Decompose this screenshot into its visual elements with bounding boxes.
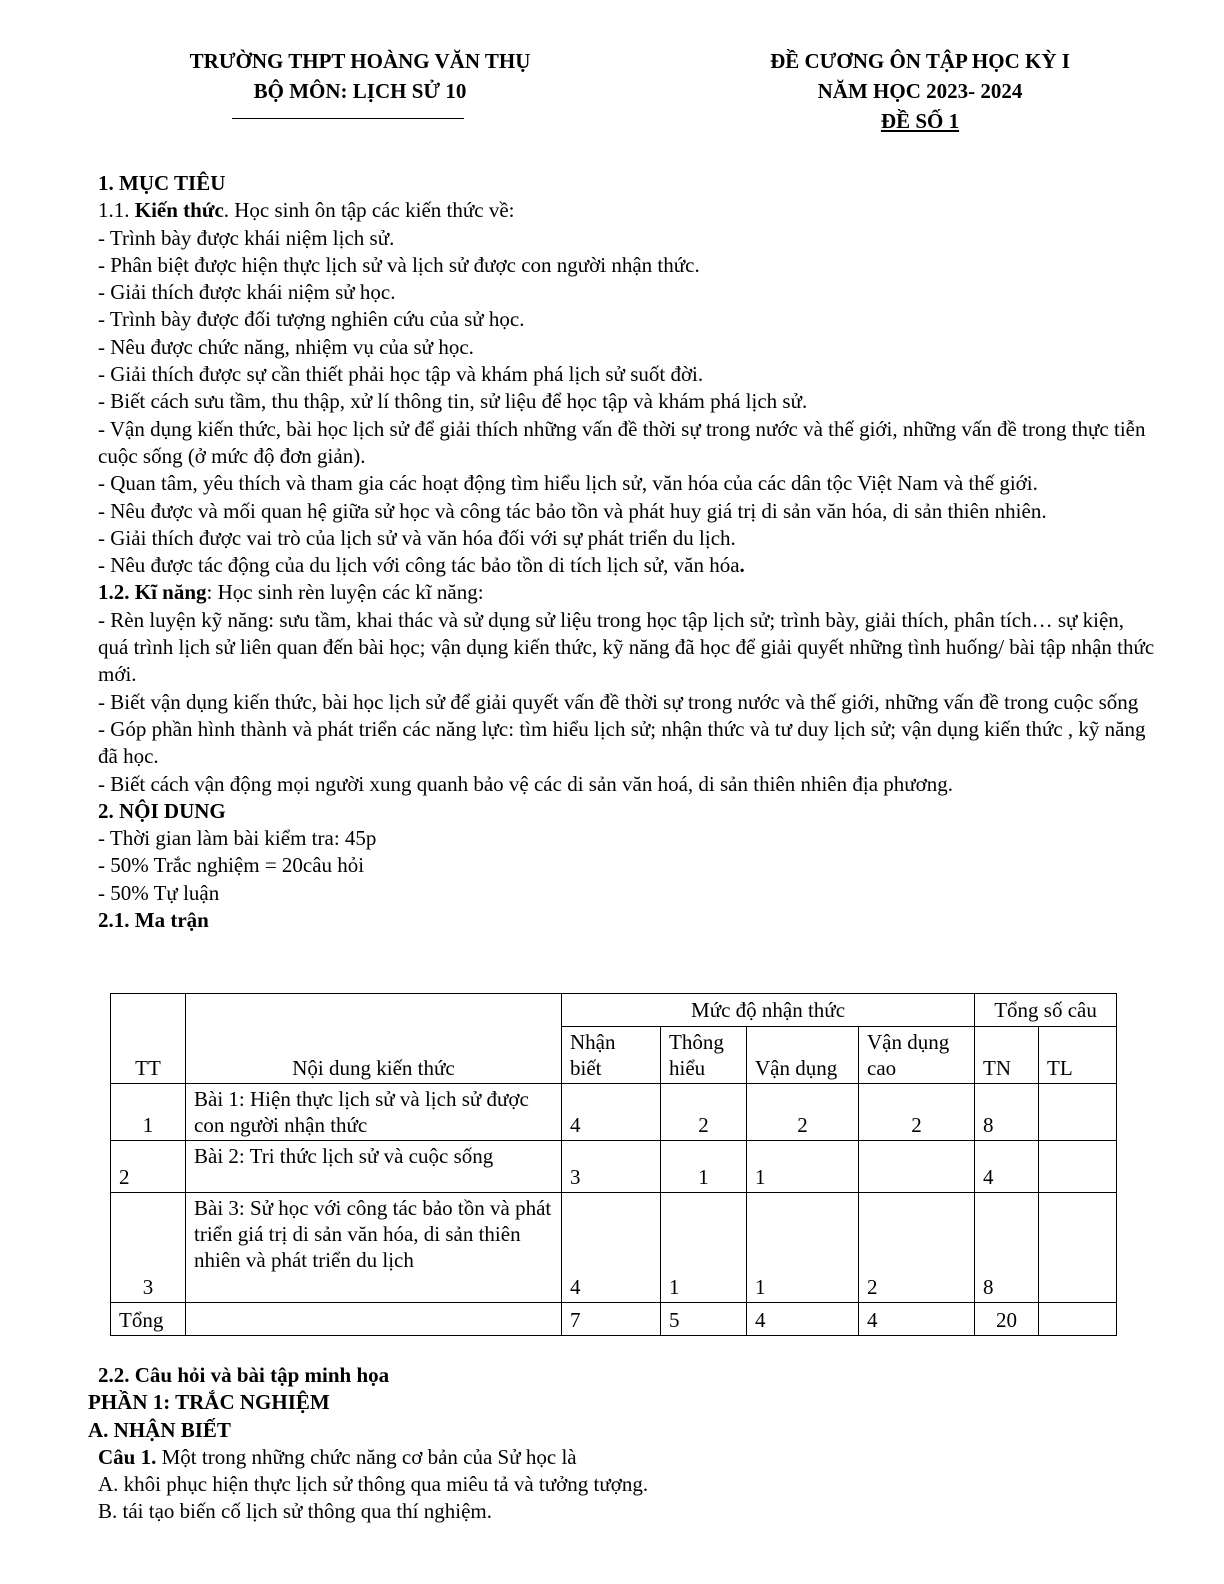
knowledge-item: - Nêu được và mối quan hệ giữa sử học và công tác bảo tồn và phát huy giá trị di sản văn hóa, di sản thiên nhiên. [98,498,1047,523]
knowledge-item-last [98,552,1158,579]
total-recognize: 7 [562,1303,661,1336]
skills-item: - Biết cách vận động mọi người xung quanh bảo vệ các di sản văn hoá, di sản thiên nhiên địa phương. [98,771,954,796]
question-1 [88,1444,1148,1471]
total-label: Tổng [111,1303,186,1336]
questions-section [88,1362,1148,1526]
skills-item: - Rèn luyện kỹ năng: sưu tầm, khai thác và sử dụng sử liệu trong học tập lịch sử; trình bày, giải thích, phân tích… sự kiện, quá trình lịch sử liên quan đến bài học; vận dụng kiến thức, kỹ năng đã học để giải quyết những tình huống/ bài tập nhận thức mới. [98,607,1155,687]
row-content: Bài 1: Hiện thực lịch sử và lịch sử được con người nhận thức [186,1084,562,1141]
row-tl [1039,1084,1117,1141]
total-apply-high: 4 [859,1303,975,1336]
row-understand: 1 [661,1141,747,1193]
question-1-option-b: B. tái tạo biến cố lịch sử thông qua thí nghiệm. [98,1499,492,1524]
question-1-option-a: A. khôi phục hiện thực lịch sử thông qua miêu tả và tưởng tượng. [98,1472,649,1497]
row-apply: 1 [747,1141,859,1193]
header-level-apply-high: Vận dụng cao [859,1027,975,1084]
row-content: Bài 2: Tri thức lịch sử và cuộc sống [186,1141,562,1193]
question-1-label: Câu 1. [98,1444,157,1469]
knowledge-last-text: - Nêu được tác động của du lịch với công tác bảo tồn di tích lịch sử, văn hóa [98,553,740,578]
skills-item: - Biết vận dụng kiến thức, bài học lịch sử để giải quyết vấn đề thời sự trong nước và thế giới, những vấn đề trong cuộc sống [98,689,1139,714]
header-tl: TL [1039,1027,1117,1084]
table-row [111,1084,1117,1141]
skills-heading [98,579,1158,606]
knowledge-item: - Trình bày được đối tượng nghiên cứu của sử học. [98,307,525,332]
header-right [720,46,1120,136]
content-item: - Thời gian làm bài kiểm tra: 45p [98,826,377,851]
row-apply-high: 2 [859,1084,975,1141]
knowledge-item: - Quan tâm, yêu thích và tham gia các hoạt động tìm hiểu lịch sử, văn hóa của các dân tộc Việt Nam và thế giới. [98,471,1038,496]
row-understand: 2 [661,1084,747,1141]
content-item: - 50% Tự luận [98,880,220,905]
total-row [111,1303,1117,1336]
subject-name: BỘ MÔN: LỊCH SỬ 10 [253,79,467,103]
row-understand: 1 [661,1193,747,1303]
skills-intro: : Học sinh rèn luyện các kĩ năng: [206,580,484,605]
knowledge-number: 1.1. [98,198,135,223]
total-tl [1039,1303,1117,1336]
level-title: A. NHẬN BIẾT [88,1417,231,1442]
row-apply-high [859,1141,975,1193]
header-tn: TN [975,1027,1039,1084]
knowledge-item: - Giải thích được sự cần thiết phải học tập và khám phá lịch sử suốt đời. [98,362,704,387]
row-tt: 2 [111,1141,186,1193]
skills-item: - Góp phần hình thành và phát triển các năng lực: tìm hiểu lịch sử; nhận thức và tư duy lịch sử; vận dụng kiến thức , kỹ năng đã học. [98,716,1146,769]
knowledge-heading [98,197,1158,224]
row-tt: 1 [111,1084,186,1141]
header-level-recognize: Nhận biết [562,1027,661,1084]
knowledge-item: - Giải thích được khái niệm sử học. [98,280,396,305]
content-item: - 50% Trắc nghiệm = 20câu hỏi [98,853,365,878]
header-left [110,46,610,106]
row-content: Bài 3: Sử học với công tác bảo tồn và phát triển giá trị di sản văn hóa, di sản thiên nhiên và phát triển du lịch [186,1193,562,1303]
knowledge-item: - Trình bày được khái niệm lịch sử. [98,225,395,250]
header-divider [232,118,464,119]
skills-label: 1.2. Kĩ năng [98,580,207,605]
row-tn: 4 [975,1141,1039,1193]
knowledge-intro: . Học sinh ôn tập các kiến thức về: [223,198,515,223]
questions-heading: 2.2. Câu hỏi và bài tập minh họa [98,1363,390,1387]
row-apply: 2 [747,1084,859,1141]
header-total-group: Tổng số câu [975,994,1117,1027]
main-content [98,170,1158,934]
matrix-title: 2.1. Ma trận [98,908,209,933]
total-content [186,1303,562,1336]
total-apply: 4 [747,1303,859,1336]
matrix-table [110,993,1117,1336]
table-row [111,1141,1117,1193]
document-title: ĐỀ CƯƠNG ÔN TẬP HỌC KỲ I [770,49,1070,73]
row-recognize: 3 [562,1141,661,1193]
section-2-title: 2. NỘI DUNG [98,798,226,823]
table-row [111,1193,1117,1303]
row-apply-high: 2 [859,1193,975,1303]
row-tt: 3 [111,1193,186,1303]
knowledge-item: - Giải thích được vai trò của lịch sử và văn hóa đối với sự phát triển du lịch. [98,525,736,550]
knowledge-last-dot: . [739,553,745,578]
total-understand: 5 [661,1303,747,1336]
row-tn: 8 [975,1084,1039,1141]
knowledge-item: - Biết cách sưu tầm, thu thập, xử lí thông tin, sử liệu để học tập và khám phá lịch sử. [98,389,808,414]
exam-number: ĐỀ SỐ 1 [880,109,960,133]
header-level-group: Mức độ nhận thức [562,994,975,1027]
matrix-header-row-1 [111,994,1117,1027]
total-tn: 20 [975,1303,1039,1336]
knowledge-item: - Phân biệt được hiện thực lịch sử và lịch sử được con người nhận thức. [98,252,700,277]
school-name: TRƯỜNG THPT HOÀNG VĂN THỤ [189,49,531,73]
row-recognize: 4 [562,1084,661,1141]
header-content: Nội dung kiến thức [186,994,562,1084]
school-year: NĂM HỌC 2023- 2024 [817,79,1023,103]
row-recognize: 4 [562,1193,661,1303]
knowledge-item: - Vận dụng kiến thức, bài học lịch sử để giải thích những vấn đề thời sự trong nước và thế giới, những vấn đề trong thực tiễn cuộc sống (ở mức độ đơn giản). [98,416,1146,468]
knowledge-item: - Nêu được chức năng, nhiệm vụ của sử học. [98,334,474,359]
question-1-text: Một trong những chức năng cơ bản của Sử học là [156,1444,577,1469]
row-tl [1039,1141,1117,1193]
row-apply: 1 [747,1193,859,1303]
row-tn: 8 [975,1193,1039,1303]
knowledge-label: Kiến thức [134,198,224,223]
row-tl [1039,1193,1117,1303]
header-tt: TT [111,994,186,1084]
header-level-apply: Vận dụng [747,1027,859,1084]
header-level-understand: Thông hiểu [661,1027,747,1084]
part-title: PHẦN 1: TRẮC NGHIỆM [88,1390,330,1415]
section-1-title: 1. MỤC TIÊU [98,171,226,195]
